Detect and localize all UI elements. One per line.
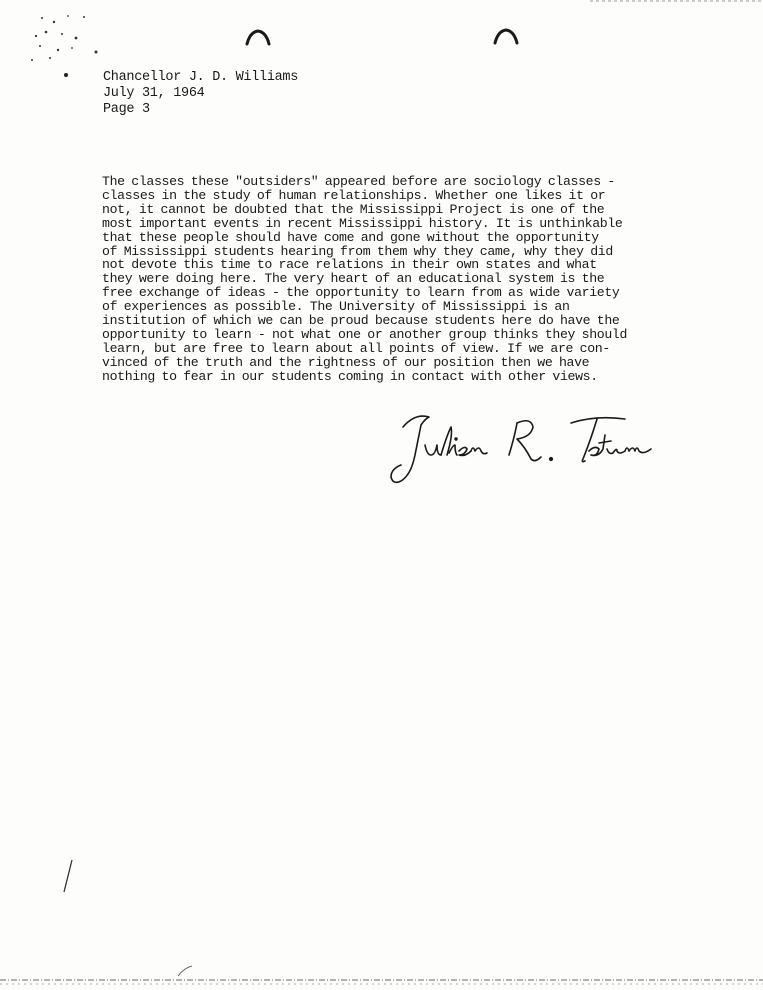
letter-header: [103, 70, 298, 118]
body-line: of experiences as possible. The University of Mississippi is an: [102, 299, 570, 315]
letter-body-paragraph: [102, 175, 662, 384]
body-line: not, it cannot be doubted that the Mississippi Project is one of the: [102, 201, 605, 217]
recipient-line: Chancellor J. D. Williams: [103, 70, 299, 85]
body-line: not devote this time to race relations in their own states and what: [102, 257, 597, 273]
binder-clip-icon: [244, 28, 272, 48]
date-line: July 31, 1964: [103, 86, 205, 101]
body-line: that these people should have come and gone without the opportunity: [102, 229, 599, 245]
body-line: nothing to fear in our students coming in contact with other views.: [102, 368, 598, 384]
body-line: most important events in recent Mississippi history. It is unthinkable: [102, 215, 623, 231]
handwritten-signature: [385, 405, 675, 495]
scan-specks: [28, 12, 108, 87]
page-edge-bottom: [0, 976, 763, 986]
page-edge-top: [590, 0, 763, 4]
body-line: The classes these "outsiders" appeared before are sociology classes -: [102, 174, 615, 189]
body-line: learn, but are free to learn about all points of view. If we are con-: [102, 340, 610, 356]
body-line: free exchange of ideas - the opportunity to learn from as wide variety: [102, 285, 620, 301]
binder-clip-icon: [492, 27, 520, 47]
body-line: institution of which we can be proud because students here do have the: [102, 313, 620, 329]
page-number: Page 3: [103, 102, 150, 117]
stray-pen-mark: [60, 858, 76, 894]
body-line: vinced of the truth and the rightness of our position then we have: [102, 354, 590, 370]
body-line: of Mississippi students hearing from them why they came, why they did: [102, 243, 613, 259]
body-line: opportunity to learn - not what one or another group thinks they should: [102, 326, 628, 342]
body-line: they were doing here. The very heart of an educational system is the: [102, 271, 605, 287]
body-line: classes in the study of human relationships. Whether one likes it or: [102, 187, 606, 203]
